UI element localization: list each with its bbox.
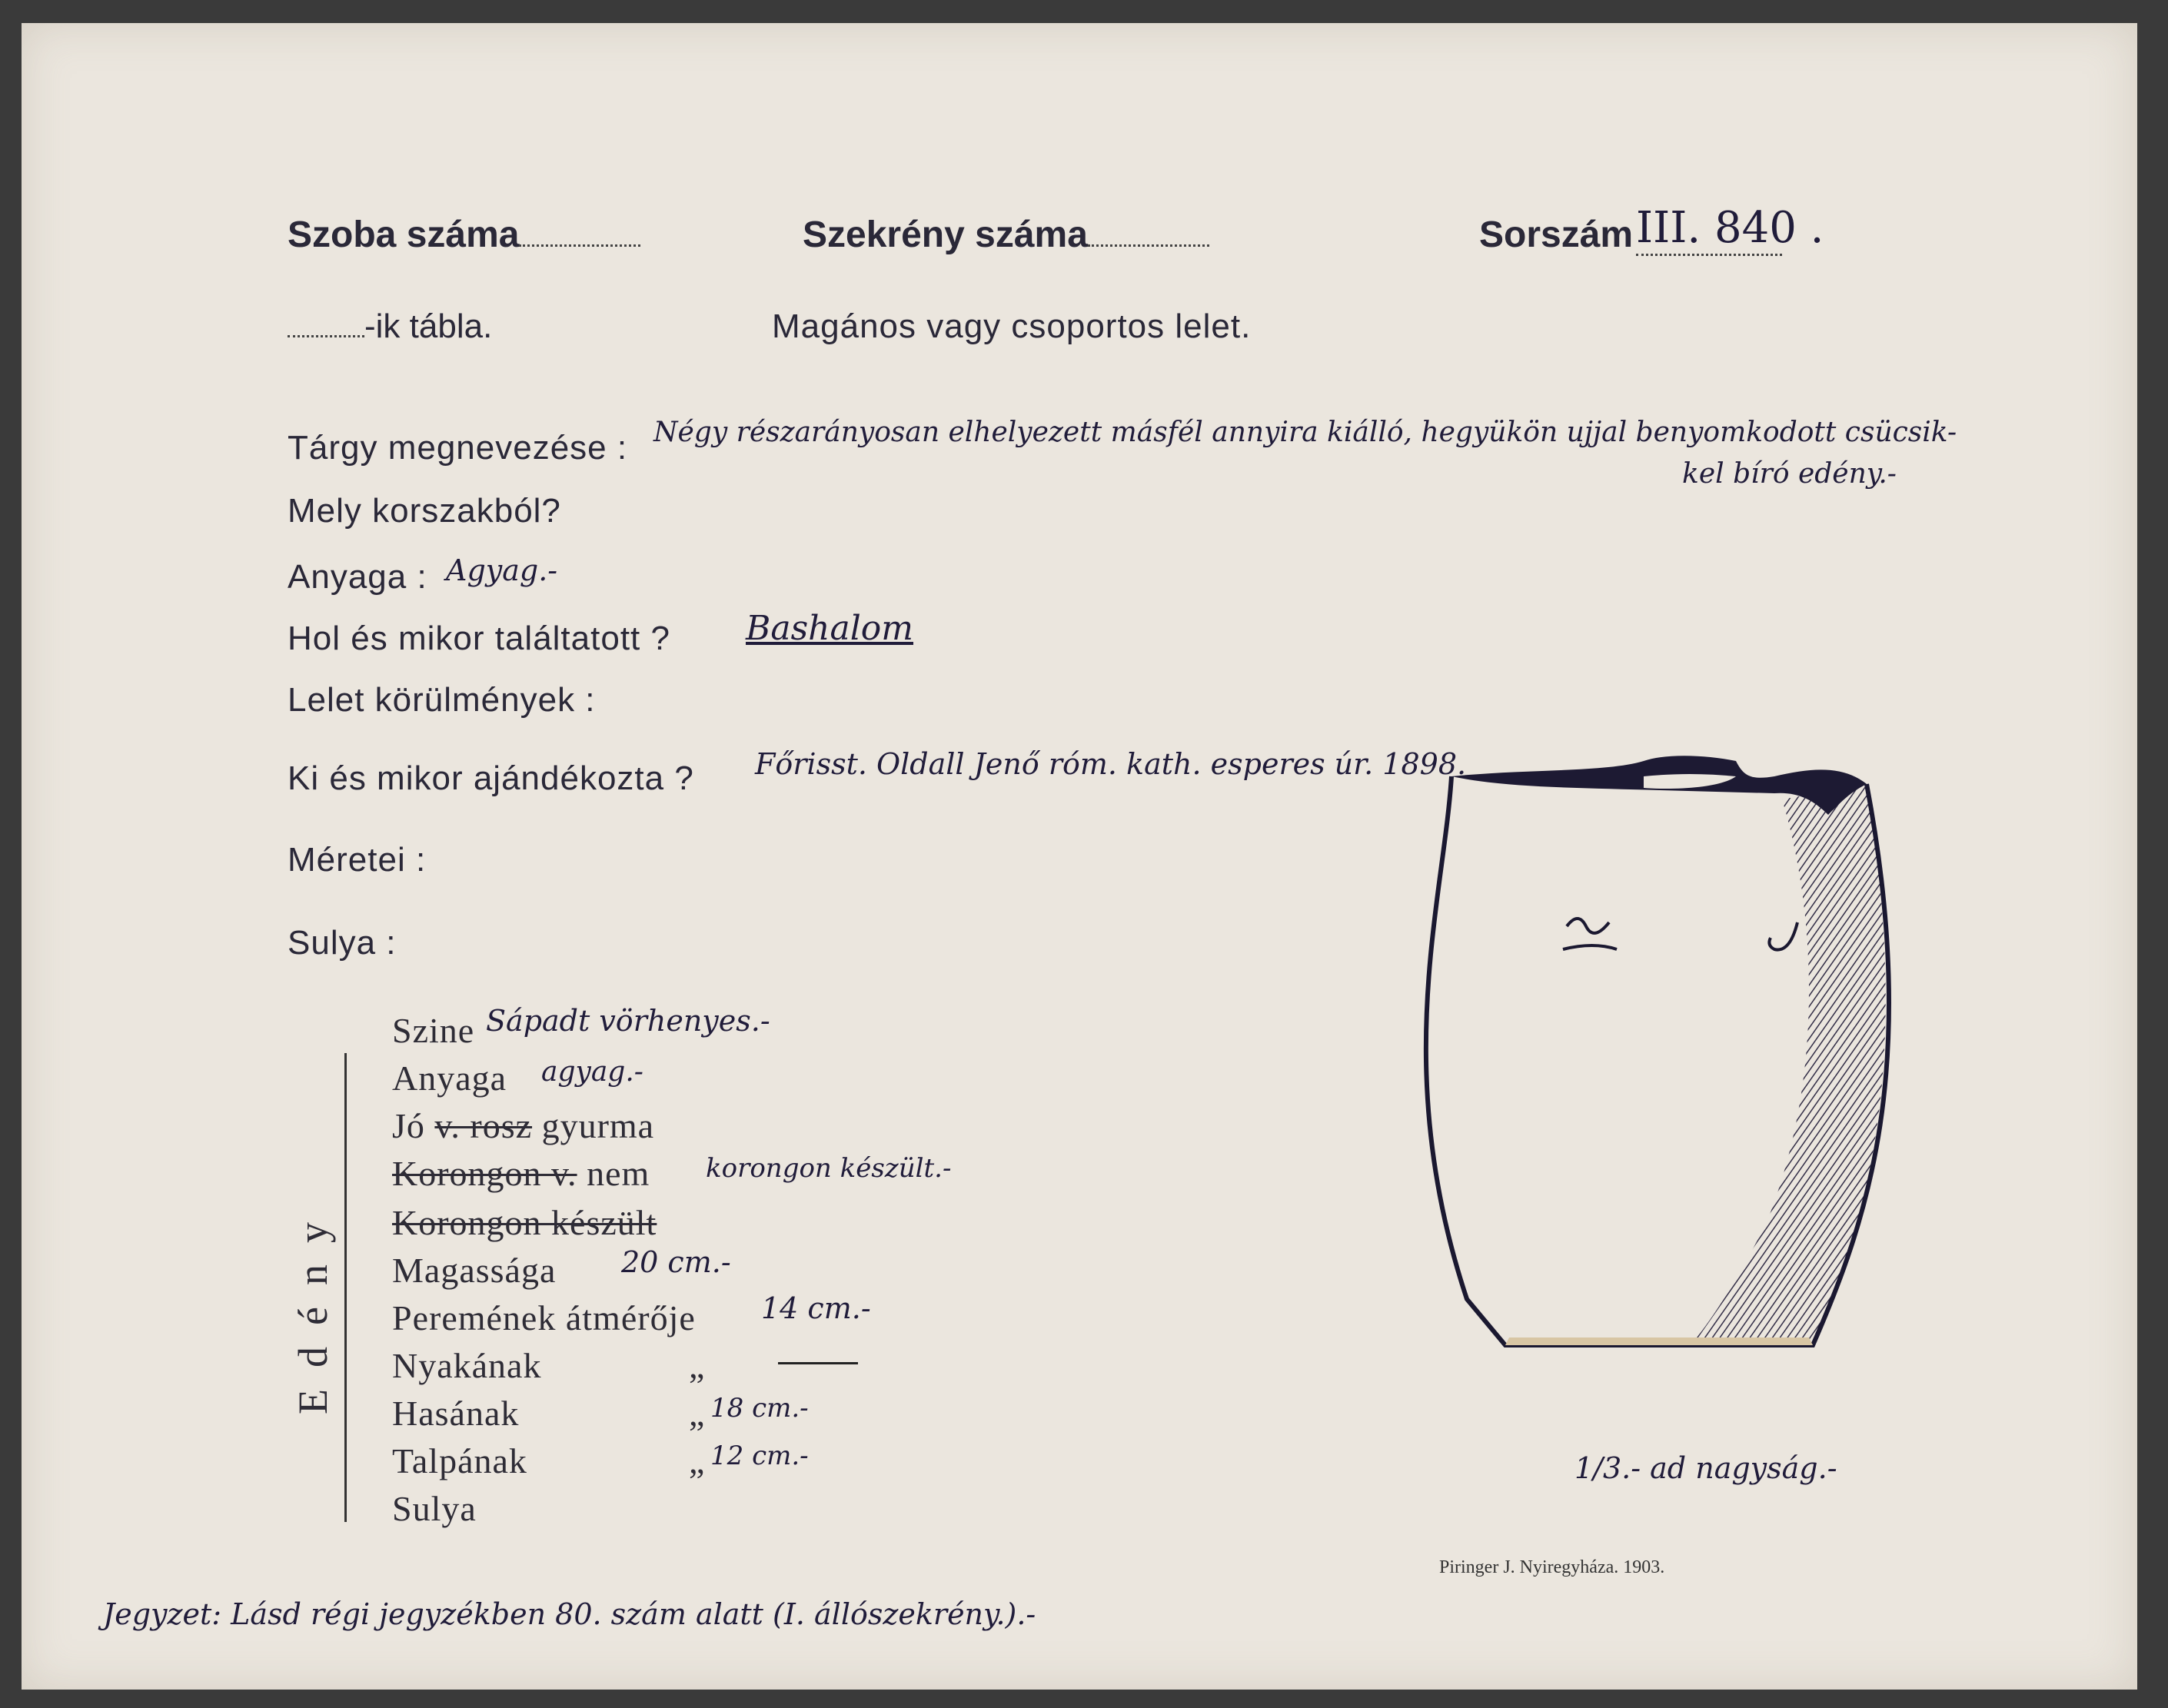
vessel-belly-value: 18 cm.-	[710, 1393, 809, 1424]
vessel-neck-dash	[778, 1362, 858, 1364]
donor-value: Főrisst. Oldall Jenő róm. kath. esperes úr. 1898.	[755, 747, 1467, 781]
vessel-base	[1505, 1337, 1813, 1345]
weight-label: Sulya :	[288, 924, 397, 962]
serial-number-value: III. 840 .	[1636, 203, 1824, 253]
vessel-height-label: Magassága	[392, 1251, 557, 1290]
vessel-base-ditto: „	[689, 1441, 706, 1480]
vessel-drawing	[1413, 746, 1920, 1422]
cabinet-number-blank	[1088, 244, 1209, 247]
dimensions-label: Méretei :	[288, 841, 427, 879]
vessel-color-value: Sápadt vörhenyes.-	[486, 1004, 770, 1038]
plate-blank	[288, 335, 364, 337]
catalog-card	[22, 23, 2137, 1690]
room-number-label: Szoba száma	[288, 214, 640, 256]
vessel-base-label: Talpának	[392, 1441, 527, 1480]
printer-imprint: Piringer J. Nyiregyháza. 1903.	[1439, 1557, 1665, 1577]
vessel-material-value: agyag.-	[541, 1056, 643, 1088]
note: Jegyzet: Lásd régi jegyzékben 80. szám alatt (I. állószekrény.).-	[103, 1597, 1036, 1631]
period-label: Mely korszakból?	[288, 492, 561, 530]
serial-number-label: Sorszám	[1479, 214, 1634, 255]
vessel-neck-ditto: „	[689, 1346, 706, 1385]
vessel-base-value: 12 cm.-	[710, 1441, 809, 1471]
vessel-wheel-made-question: Korongon v. nem	[392, 1154, 650, 1193]
material-value: Agyag.-	[446, 553, 558, 587]
vessel-height-value: 20 cm.-	[621, 1245, 731, 1279]
object-name-label: Tárgy megnevezése :	[288, 429, 628, 467]
where-when-found-value: Bashalom	[746, 609, 914, 648]
room-number-blank	[519, 244, 640, 247]
vessel-paste-quality: Jó v. rosz gyurma	[392, 1106, 655, 1145]
serial-number-blank	[1636, 254, 1782, 256]
vessel-wheel-made-option: Korongon készült	[392, 1203, 657, 1242]
donor-label: Ki és mikor ajándékozta ?	[288, 759, 694, 797]
vessel-rim-diameter-value: 14 cm.-	[761, 1291, 871, 1325]
vessel-belly-label: Hasának	[392, 1394, 520, 1433]
cabinet-number-label: Szekrény száma	[803, 214, 1209, 256]
plate-label: -ik tábla.	[288, 307, 492, 346]
vessel-material-label: Anyaga	[392, 1058, 507, 1098]
vessel-weight-label: Sulya	[392, 1489, 477, 1528]
vessel-side-label: Edény	[290, 1201, 336, 1414]
scale-caption: 1/3.- ad nagyság.-	[1574, 1451, 1837, 1485]
object-name-value-line1: Négy részarányosan elhelyezett másfél annyira kiálló, hegyükön ujjal benyomkodott csücsik-	[653, 417, 1957, 448]
material-label: Anyaga :	[288, 558, 427, 596]
object-name-value-line2: kel bíró edény.-	[1682, 458, 1897, 490]
vessel-rim-diameter-label: Peremének átmérője	[392, 1298, 696, 1337]
find-type-label: Magános vagy csoportos lelet.	[772, 307, 1252, 345]
find-circumstances-label: Lelet körülmények :	[288, 681, 596, 719]
where-when-found-label: Hol és mikor találtatott ?	[288, 620, 670, 657]
vessel-neck-label: Nyakának	[392, 1346, 542, 1385]
vessel-wheel-made-value: korongon készült.-	[706, 1153, 952, 1184]
vessel-belly-ditto: „	[689, 1394, 706, 1433]
vessel-bracket-line	[344, 1053, 347, 1522]
vessel-color-label: Szine	[392, 1011, 475, 1050]
